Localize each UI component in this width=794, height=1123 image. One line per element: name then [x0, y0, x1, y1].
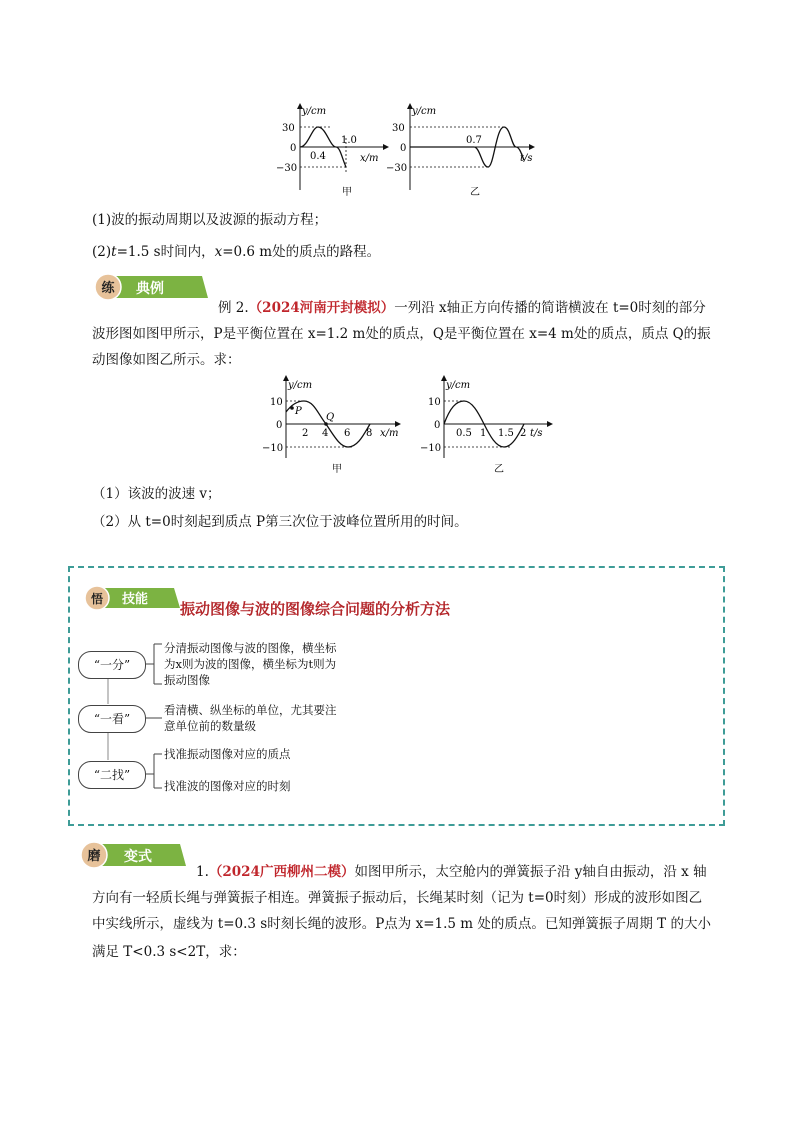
variant-line3: 中实线所示，虚线为 t=0.3 s时刻长绳的波形。P点为 x=1.5 m 处的质点。已知弹簧振子周期 T 的大小 — [92, 916, 711, 932]
svg-text:10: 10 — [270, 397, 283, 408]
mid-graph-jia — [252, 372, 407, 474]
svg-text:0.5: 0.5 — [456, 428, 472, 439]
step-yifen: “一分” — [78, 651, 146, 679]
svg-text:30: 30 — [282, 123, 295, 134]
q1-line2: (2)t=1.5 s时间内，x=0.6 m处的质点的路程。 — [92, 244, 381, 260]
step-yikan: “一看” — [78, 705, 146, 733]
svg-text:Q: Q — [326, 412, 335, 423]
variant-line4: 满足 T<0.3 s<2T，求： — [92, 944, 246, 960]
step3-note-1: 找准振动图像对应的质点 — [164, 747, 291, 761]
step1-note-3: 振动图像 — [164, 673, 210, 687]
svg-text:x/m: x/m — [380, 428, 399, 439]
svg-text:2: 2 — [520, 428, 527, 439]
skill-badge — [82, 584, 182, 612]
svg-text:−30: −30 — [386, 163, 408, 174]
step3-note-2: 找准波的图像对应的时刻 — [164, 779, 291, 793]
example-q2: （2）从 t=0时刻起到质点 P第三次位于波峰位置所用的时间。 — [92, 514, 468, 530]
variant-line2: 方向有一轻质长绳与弹簧振子相连。弹簧振子振动后，长绳某时刻（记为 t=0时刻）形成的波形如图乙 — [92, 890, 703, 906]
svg-text:1.5: 1.5 — [498, 428, 514, 439]
top-jia-ylabel: y/cm — [302, 106, 327, 117]
svg-text:0: 0 — [400, 143, 407, 154]
variant-line1: 1.（2024广西柳州二模）如图甲所示，太空舱内的弹簧振子沿 y轴自由振动，沿 x 轴 — [196, 864, 707, 880]
top-graph-jia — [270, 98, 400, 198]
step-erzhao: “二找” — [78, 761, 146, 789]
svg-text:10: 10 — [428, 397, 441, 408]
svg-text:变式: 变式 — [124, 849, 152, 865]
svg-text:0: 0 — [434, 420, 441, 431]
svg-text:0: 0 — [290, 143, 297, 154]
svg-text:8: 8 — [366, 428, 373, 439]
step2-note-2: 意单位前的数量级 — [164, 719, 256, 733]
svg-text:t/s: t/s — [530, 428, 543, 439]
enlighten-icon: 悟 — [90, 592, 104, 606]
skill-title: 振动图像与波的图像综合问题的分析方法 — [180, 600, 451, 618]
step1-note-2: 为x则为波的图像，横坐标为t则为 — [164, 657, 337, 671]
step2-note-1: 看清横、纵坐标的单位，尤其要注 — [164, 703, 337, 717]
svg-text:30: 30 — [392, 123, 405, 134]
example-line2: 波形图如图甲所示，P是平衡位置在 x=1.2 m处的质点，Q是平衡位置在 x=4 m处的质点，质点 Q的振 — [92, 326, 711, 342]
svg-text:1.0: 1.0 — [341, 135, 357, 146]
svg-text:−10: −10 — [262, 443, 284, 454]
svg-text:乙: 乙 — [470, 187, 480, 198]
example-line3: 动图像如图乙所示。求： — [92, 352, 241, 368]
svg-text:0.7: 0.7 — [466, 135, 482, 146]
svg-text:典例: 典例 — [136, 281, 164, 297]
svg-text:6: 6 — [344, 428, 351, 439]
practice-icon: 练 — [101, 281, 115, 296]
svg-text:1: 1 — [480, 428, 487, 439]
svg-text:技能: 技能 — [122, 592, 149, 607]
example-q1: （1）该波的波速 v； — [92, 486, 221, 502]
svg-text:4: 4 — [322, 428, 329, 439]
svg-text:甲: 甲 — [332, 464, 342, 474]
svg-text:P: P — [295, 406, 302, 417]
svg-text:y/cm: y/cm — [412, 106, 437, 117]
svg-text:0.4: 0.4 — [310, 151, 326, 162]
svg-text:乙: 乙 — [494, 464, 504, 474]
svg-text:y/cm: y/cm — [446, 380, 471, 391]
svg-text:2: 2 — [302, 428, 309, 439]
svg-text:y/cm: y/cm — [288, 380, 313, 391]
svg-text:t/s: t/s — [520, 153, 533, 164]
svg-text:−30: −30 — [276, 163, 298, 174]
svg-text:0: 0 — [276, 420, 283, 431]
top-graph-yi — [382, 98, 542, 198]
svg-text:−10: −10 — [420, 443, 442, 454]
svg-text:甲: 甲 — [342, 187, 352, 198]
svg-text:x/m: x/m — [360, 153, 379, 164]
grind-icon: 磨 — [87, 849, 101, 864]
example-line1: 例 2.（2024河南开封模拟）一列沿 x轴正方向传播的简谐横波在 t=0时刻的部分 — [218, 300, 706, 316]
q1-line1: (1)波的振动周期以及波源的振动方程； — [92, 212, 328, 228]
example-badge — [92, 272, 212, 302]
mid-graph-yi — [410, 372, 560, 474]
variant-badge — [78, 840, 188, 870]
step1-note-1: 分清振动图像与波的图像，横坐标 — [164, 641, 337, 655]
